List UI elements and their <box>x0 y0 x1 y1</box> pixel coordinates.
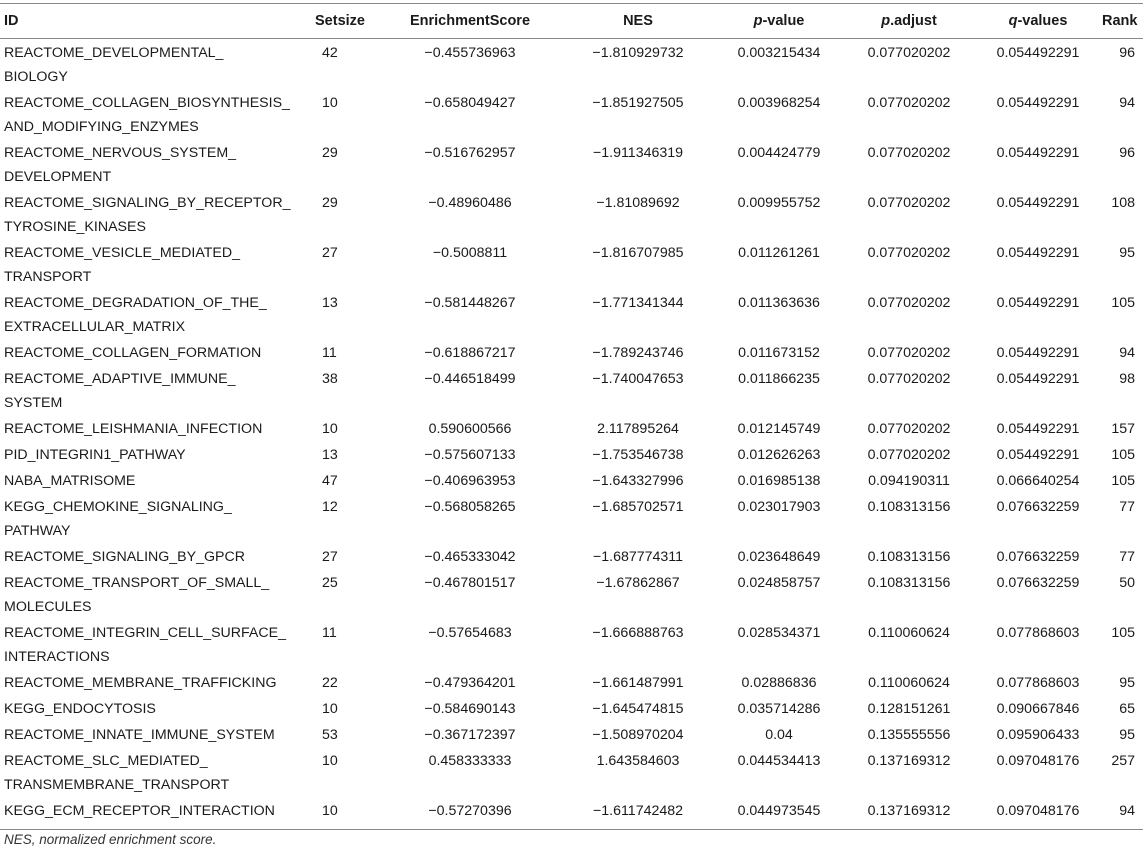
row-enrichment-score: −0.57654683 <box>428 625 512 641</box>
row-p-value: 0.012626263 <box>737 447 821 463</box>
row-id-line1: REACTOME_SIGNALING_BY_GPCR <box>4 549 245 565</box>
row-p-adjust: 0.128151261 <box>867 701 951 717</box>
row-p-value: 0.016985138 <box>737 473 821 489</box>
row-p-value: 0.028534371 <box>737 625 821 641</box>
row-p-adjust: 0.137169312 <box>867 753 951 769</box>
row-id-line1: REACTOME_SIGNALING_BY_RECEPTOR_ <box>4 195 291 211</box>
row-nes: −1.810929732 <box>592 45 684 61</box>
row-id-line1: KEGG_CHEMOKINE_SIGNALING_ <box>4 499 232 515</box>
row-id-line2: TRANSPORT <box>4 269 92 285</box>
row-p-value: 0.012145749 <box>737 421 821 437</box>
row-rank: 94 <box>1119 95 1135 111</box>
row-id-line1: KEGG_ENDOCYTOSIS <box>4 701 156 717</box>
row-p-value: 0.004424779 <box>737 145 821 161</box>
row-enrichment-score: −0.584690143 <box>424 701 516 717</box>
row-q-values: 0.054492291 <box>996 45 1080 61</box>
row-setsize: 10 <box>322 701 338 717</box>
row-p-value: 0.011363636 <box>738 295 820 311</box>
row-p-adjust: 0.135555556 <box>867 727 951 743</box>
row-setsize: 42 <box>322 45 338 61</box>
row-q-values: 0.077868603 <box>996 675 1080 691</box>
row-enrichment-score: −0.568058265 <box>424 499 516 515</box>
row-p-adjust: 0.094190311 <box>868 473 950 489</box>
row-q-values: 0.054492291 <box>996 245 1080 261</box>
row-id <box>0 695 302 721</box>
row-id-line2: AND_MODIFYING_ENZYMES <box>4 119 199 135</box>
row-rank: 95 <box>1119 675 1135 691</box>
row-nes: −1.67862867 <box>596 575 680 591</box>
enrichment-table <box>0 3 1143 830</box>
row-id-line1: REACTOME_COLLAGEN_BIOSYNTHESIS_ <box>4 95 290 111</box>
row-id-line2: BIOLOGY <box>4 69 68 85</box>
row-p-value: 0.003968254 <box>737 95 821 111</box>
row-p-value: 0.023648649 <box>737 549 821 565</box>
row-id <box>0 467 302 493</box>
row-q-values: 0.054492291 <box>996 95 1080 111</box>
row-p-adjust: 0.077020202 <box>867 95 951 111</box>
row-p-value: 0.04 <box>765 727 793 743</box>
row-nes: −1.789243746 <box>592 345 684 361</box>
row-id <box>0 339 302 365</box>
row-setsize: 25 <box>322 575 338 591</box>
row-id <box>0 441 302 467</box>
row-id-line2: TRANSMEMBRANE_TRANSPORT <box>4 777 230 793</box>
row-id <box>0 493 302 543</box>
row-p-value: 0.011261261 <box>738 245 820 261</box>
header-q-values-suffix: -values <box>1017 13 1068 29</box>
table-row <box>0 695 1143 721</box>
row-enrichment-score: −0.446518499 <box>424 371 516 387</box>
table-row <box>0 467 1143 493</box>
row-nes: −1.643327996 <box>592 473 684 489</box>
row-id-line1: REACTOME_INNATE_IMMUNE_SYSTEM <box>4 727 275 743</box>
row-id-line2: DEVELOPMENT <box>4 169 112 185</box>
row-p-adjust: 0.077020202 <box>867 295 951 311</box>
table-row <box>0 441 1143 467</box>
table-row <box>0 797 1143 830</box>
row-rank: 105 <box>1111 447 1135 463</box>
row-setsize: 13 <box>322 447 338 463</box>
row-id <box>0 39 302 90</box>
row-q-values: 0.054492291 <box>996 447 1080 463</box>
row-enrichment-score: −0.57270396 <box>378 797 562 830</box>
row-q-values: 0.054492291 <box>996 295 1080 311</box>
row-q-values: 0.090667846 <box>996 701 1080 717</box>
header-p-adjust-suffix: .adjust <box>890 13 937 29</box>
row-id <box>0 619 302 669</box>
row-nes: 2.117895264 <box>597 421 679 437</box>
row-enrichment-score: 0.590600566 <box>428 421 512 437</box>
row-nes: 1.643584603 <box>596 753 680 769</box>
row-p-value: 0.024858757 <box>737 575 821 591</box>
header-q-values-italic: q <box>1008 13 1018 29</box>
row-setsize: 22 <box>322 675 338 691</box>
row-id-line2: INTERACTIONS <box>4 649 110 665</box>
row-id-line1: REACTOME_TRANSPORT_OF_SMALL_ <box>4 575 270 591</box>
header-p-adjust <box>844 4 974 39</box>
table-row <box>0 747 1143 797</box>
row-nes: −1.771341344 <box>592 295 684 311</box>
row-id-line1: KEGG_ECM_RECEPTOR_INTERACTION <box>4 803 275 819</box>
row-p-adjust: 0.108313156 <box>867 499 951 515</box>
row-p-value: 0.011866235 <box>738 371 820 387</box>
row-p-adjust: 0.108313156 <box>867 575 951 591</box>
row-id-line1: REACTOME_DEVELOPMENTAL_ <box>4 45 224 61</box>
header-p-adjust-italic: p <box>881 13 891 29</box>
row-id <box>0 139 302 189</box>
table-row <box>0 239 1143 289</box>
header-q-values <box>974 4 1102 39</box>
row-nes: −1.685702571 <box>592 499 684 515</box>
table-body <box>0 39 1143 830</box>
row-q-values: 0.095906433 <box>996 727 1080 743</box>
row-enrichment-score: −0.658049427 <box>424 95 516 111</box>
row-p-value: 0.023017903 <box>737 499 821 515</box>
row-id-line2: SYSTEM <box>4 395 63 411</box>
row-nes: −1.611742482 <box>562 797 714 830</box>
row-enrichment-score: −0.516762957 <box>424 145 516 161</box>
header-p-value <box>714 4 844 39</box>
row-id-line1: REACTOME_DEGRADATION_OF_THE_ <box>4 295 267 311</box>
row-enrichment-score: −0.48960486 <box>428 195 512 211</box>
row-nes: −1.740047653 <box>592 371 684 387</box>
row-id-line1: REACTOME_SLC_MEDIATED_ <box>4 753 208 769</box>
row-enrichment-score: −0.618867217 <box>424 345 516 361</box>
row-rank: 98 <box>1119 371 1135 387</box>
row-p-adjust: 0.077020202 <box>867 345 951 361</box>
row-id <box>0 797 302 830</box>
row-rank: 108 <box>1111 195 1135 211</box>
row-p-adjust: 0.110060624 <box>868 675 950 691</box>
row-enrichment-score: −0.479364201 <box>424 675 516 691</box>
row-q-values: 0.054492291 <box>996 371 1080 387</box>
row-nes: −1.508970204 <box>592 727 684 743</box>
row-rank: 105 <box>1111 473 1135 489</box>
row-id <box>0 415 302 441</box>
row-rank: 77 <box>1119 549 1135 565</box>
row-nes: −1.661487991 <box>592 675 684 691</box>
header-p-value-italic: p <box>753 13 763 29</box>
row-p-value: 0.02886836 <box>741 675 817 691</box>
row-setsize: 47 <box>322 473 338 489</box>
row-rank: 95 <box>1119 245 1135 261</box>
table-header <box>0 4 1143 39</box>
row-setsize: 10 <box>302 797 378 830</box>
row-id <box>0 365 302 415</box>
row-setsize: 10 <box>322 753 338 769</box>
row-q-values: 0.054492291 <box>996 345 1080 361</box>
row-setsize: 27 <box>322 549 338 565</box>
row-id-line1: REACTOME_INTEGRIN_CELL_SURFACE_ <box>4 625 286 641</box>
row-p-value: 0.035714286 <box>737 701 821 717</box>
row-nes: −1.851927505 <box>592 95 684 111</box>
row-id <box>0 721 302 747</box>
row-enrichment-score: 0.458333333 <box>428 753 512 769</box>
row-p-adjust: 0.077020202 <box>867 371 951 387</box>
row-setsize: 11 <box>322 625 337 641</box>
row-setsize: 53 <box>322 727 338 743</box>
row-rank: 65 <box>1119 701 1135 717</box>
row-enrichment-score: −0.581448267 <box>424 295 516 311</box>
row-rank: 105 <box>1111 625 1135 641</box>
row-nes: −1.81089692 <box>596 195 680 211</box>
row-q-values: 0.077868603 <box>996 625 1080 641</box>
row-id-line1: REACTOME_NERVOUS_SYSTEM_ <box>4 145 237 161</box>
row-p-adjust: 0.077020202 <box>867 447 951 463</box>
row-p-adjust: 0.108313156 <box>867 549 951 565</box>
header-rank: Rank <box>1102 4 1143 39</box>
row-rank: 96 <box>1119 45 1135 61</box>
row-id-line1: REACTOME_MEMBRANE_TRAFFICKING <box>4 675 277 691</box>
table-row <box>0 365 1143 415</box>
row-id <box>0 289 302 339</box>
table-row <box>0 339 1143 365</box>
row-p-adjust: 0.137169312 <box>844 797 974 830</box>
row-setsize: 29 <box>322 195 338 211</box>
header-nes: NES <box>562 4 714 39</box>
row-id-line1: NABA_MATRISOME <box>4 473 136 489</box>
row-nes: −1.687774311 <box>592 549 684 565</box>
row-p-value: 0.009955752 <box>737 195 821 211</box>
row-enrichment-score: −0.467801517 <box>424 575 516 591</box>
row-q-values: 0.066640254 <box>996 473 1080 489</box>
header-id: ID <box>0 4 302 39</box>
row-id-line1: PID_INTEGRIN1_PATHWAY <box>4 447 186 463</box>
row-id-line1: REACTOME_LEISHMANIA_INFECTION <box>4 421 263 437</box>
row-setsize: 10 <box>322 95 338 111</box>
row-setsize: 27 <box>322 245 338 261</box>
row-q-values: 0.076632259 <box>996 499 1080 515</box>
row-rank: 94 <box>1119 345 1135 361</box>
row-id-line1: REACTOME_ADAPTIVE_IMMUNE_ <box>4 371 236 387</box>
row-p-adjust: 0.110060624 <box>868 625 950 641</box>
header-enrichment-score: EnrichmentScore <box>378 4 562 39</box>
table-row <box>0 493 1143 543</box>
row-p-value: 0.003215434 <box>737 45 821 61</box>
table-row <box>0 289 1143 339</box>
row-p-adjust: 0.077020202 <box>867 421 951 437</box>
row-id-line2: PATHWAY <box>4 523 71 539</box>
row-q-values: 0.054492291 <box>996 195 1080 211</box>
row-q-values: 0.076632259 <box>996 549 1080 565</box>
row-nes: −1.666888763 <box>592 625 684 641</box>
row-enrichment-score: −0.406963953 <box>424 473 516 489</box>
header-p-value-suffix: -value <box>762 13 805 29</box>
row-id-line2: TYROSINE_KINASES <box>4 219 146 235</box>
row-nes: −1.816707985 <box>592 245 684 261</box>
row-nes: −1.645474815 <box>592 701 684 717</box>
row-enrichment-score: −0.575607133 <box>424 447 516 463</box>
row-setsize: 11 <box>322 345 337 361</box>
row-setsize: 12 <box>322 499 338 515</box>
row-id <box>0 569 302 619</box>
row-enrichment-score: −0.367172397 <box>424 727 516 743</box>
row-nes: −1.753546738 <box>592 447 684 463</box>
row-q-values: 0.054492291 <box>996 145 1080 161</box>
row-rank: 77 <box>1119 499 1135 515</box>
table-row <box>0 39 1143 90</box>
row-rank: 105 <box>1111 295 1135 311</box>
row-p-adjust: 0.077020202 <box>867 195 951 211</box>
table-row <box>0 569 1143 619</box>
row-id-line2: MOLECULES <box>4 599 92 615</box>
row-p-adjust: 0.077020202 <box>867 245 951 261</box>
row-rank: 95 <box>1119 727 1135 743</box>
row-id-line1: REACTOME_COLLAGEN_FORMATION <box>4 345 262 361</box>
table-row <box>0 669 1143 695</box>
row-p-value: 0.044534413 <box>737 753 821 769</box>
table-row <box>0 543 1143 569</box>
row-q-values: 0.076632259 <box>996 575 1080 591</box>
row-setsize: 29 <box>322 145 338 161</box>
row-setsize: 13 <box>322 295 338 311</box>
row-enrichment-score: −0.455736963 <box>424 45 516 61</box>
table-row <box>0 721 1143 747</box>
row-setsize: 10 <box>322 421 338 437</box>
row-rank: 96 <box>1119 145 1135 161</box>
row-rank: 257 <box>1111 753 1135 769</box>
row-q-values: 0.054492291 <box>996 421 1080 437</box>
table-row <box>0 415 1143 441</box>
table-row <box>0 189 1143 239</box>
row-id <box>0 239 302 289</box>
row-id <box>0 669 302 695</box>
table-row <box>0 619 1143 669</box>
row-nes: −1.911346319 <box>592 145 684 161</box>
row-setsize: 38 <box>322 371 338 387</box>
row-enrichment-score: −0.5008811 <box>432 245 508 261</box>
row-id <box>0 543 302 569</box>
row-id-line1: REACTOME_VESICLE_MEDIATED_ <box>4 245 240 261</box>
row-rank: 50 <box>1119 575 1135 591</box>
header-setsize: Setsize <box>302 4 378 39</box>
row-p-value: 0.044973545 <box>714 797 844 830</box>
row-p-adjust: 0.077020202 <box>867 45 951 61</box>
row-enrichment-score: −0.465333042 <box>424 549 516 565</box>
table-row <box>0 139 1143 189</box>
row-p-value: 0.011673152 <box>738 345 820 361</box>
row-rank: 157 <box>1111 421 1135 437</box>
row-id <box>0 89 302 139</box>
table-footnote: NES, normalized enrichment score. <box>4 832 217 847</box>
row-q-values: 0.097048176 <box>974 797 1102 830</box>
row-q-values: 0.097048176 <box>996 753 1080 769</box>
row-id <box>0 189 302 239</box>
row-p-adjust: 0.077020202 <box>867 145 951 161</box>
row-rank: 94 <box>1102 797 1143 830</box>
table-row <box>0 89 1143 139</box>
row-id-line2: EXTRACELLULAR_MATRIX <box>4 319 186 335</box>
row-id <box>0 747 302 797</box>
